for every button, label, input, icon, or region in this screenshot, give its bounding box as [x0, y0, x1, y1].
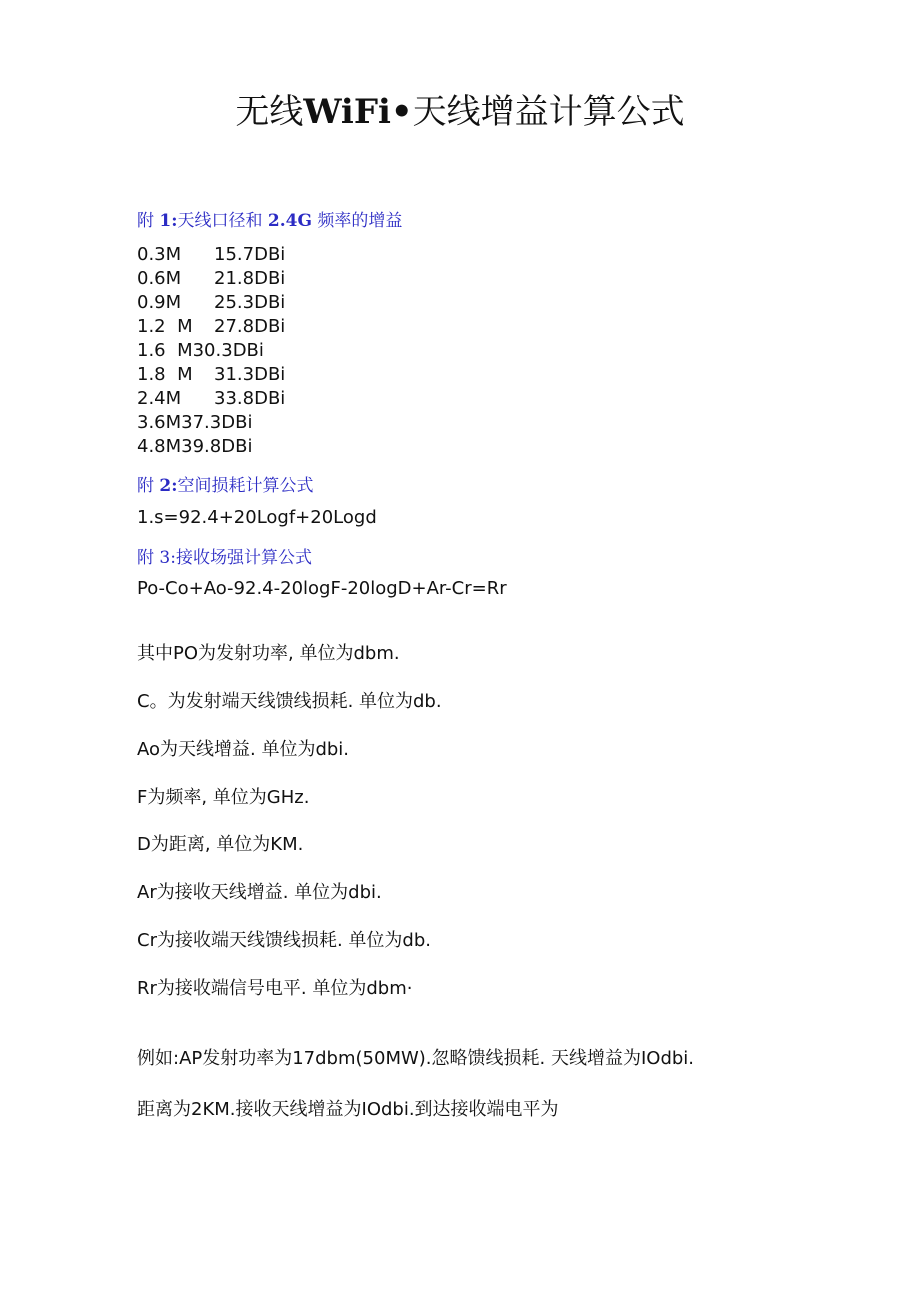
gain-row — [137, 363, 285, 387]
gain-row — [137, 267, 285, 291]
gain-table — [137, 243, 285, 459]
antenna-gain: 33.8DBi — [214, 388, 286, 409]
title-part1: 无线 — [235, 92, 304, 132]
antenna-gain: 15.7DBi — [214, 244, 286, 265]
antenna-gain: 27.8DBi — [214, 316, 286, 337]
appendix-1-text2: 频率的增益 — [317, 211, 403, 231]
antenna-size: 0.9M — [137, 292, 182, 313]
page-title — [0, 84, 920, 133]
definition-co: C。为发射端天线馈线损耗. 单位为db. — [137, 691, 442, 712]
gain-row — [137, 243, 285, 267]
example-line-2: 距离为2KM.接收天线增益为IOdbi.到达接收端电平为 — [137, 1099, 559, 1120]
definition-cr: Cr为接收端天线馈线损耗. 单位为db. — [137, 930, 431, 951]
path-loss-formula: 1.s=92.4+20Logf+20Logd — [137, 507, 377, 528]
antenna-size: 4.8M — [137, 436, 182, 457]
appendix-3-prefix: 附 — [137, 548, 154, 568]
definition-ao: Ao为天线增益. 单位为dbi. — [137, 739, 350, 760]
definition-rr: Rr为接收端信号电平. 单位为dbm· — [137, 978, 413, 999]
appendix-3-text: 3:接收场强计算公式 — [159, 548, 312, 568]
antenna-size: 3.6M — [137, 412, 182, 433]
appendix-2-heading — [137, 471, 314, 496]
antenna-size: 1.2 M — [137, 316, 193, 337]
gain-row — [137, 387, 285, 411]
antenna-size: 2.4M — [137, 388, 182, 409]
definition-ar: Ar为接收天线增益. 单位为dbi. — [137, 882, 382, 903]
example-line-1: 例如:AP发射功率为17dbm(50MW).忽略馈线损耗. 天线增益为IOdbi. — [137, 1048, 695, 1069]
antenna-gain: 37.3DBi — [181, 412, 253, 433]
definition-d: D为距离, 单位为KM. — [137, 834, 304, 855]
definition-f: F为频率, 单位为GHz. — [137, 787, 310, 808]
appendix-2-number: 2: — [159, 476, 178, 496]
appendix-1-heading — [137, 206, 402, 231]
gain-row — [137, 411, 285, 435]
gain-row — [137, 339, 285, 363]
field-strength-formula: Po-Co+Ao-92.4-20logF-20logD+Ar-Cr=Rr — [137, 578, 507, 599]
antenna-size: 1.8 M — [137, 364, 193, 385]
definition-po: 其中PO为发射功率, 单位为dbm. — [137, 643, 400, 664]
antenna-size: 0.6M — [137, 268, 182, 289]
appendix-1-prefix: 附 — [137, 211, 154, 231]
antenna-size: 1.6 M — [137, 340, 193, 361]
appendix-2-text: 空间损耗计算公式 — [177, 476, 314, 496]
antenna-gain: 21.8DBi — [214, 268, 286, 289]
antenna-gain: 31.3DBi — [214, 364, 286, 385]
title-part3: 天线增益计算公式 — [412, 92, 685, 132]
appendix-1-bold: 2.4G — [267, 211, 313, 231]
appendix-1-number: 1: — [159, 211, 178, 231]
appendix-3-heading — [137, 543, 312, 568]
appendix-2-prefix: 附 — [137, 476, 154, 496]
antenna-size: 0.3M — [137, 244, 182, 265]
gain-row — [137, 315, 285, 339]
antenna-gain: 39.8DBi — [181, 436, 253, 457]
title-wifi: WiFi• — [303, 92, 413, 132]
gain-row — [137, 291, 285, 315]
antenna-gain: 30.3DBi — [192, 340, 264, 361]
gain-row — [137, 435, 285, 459]
appendix-1-text1: 天线口径和 — [177, 211, 263, 231]
antenna-gain: 25.3DBi — [214, 292, 286, 313]
